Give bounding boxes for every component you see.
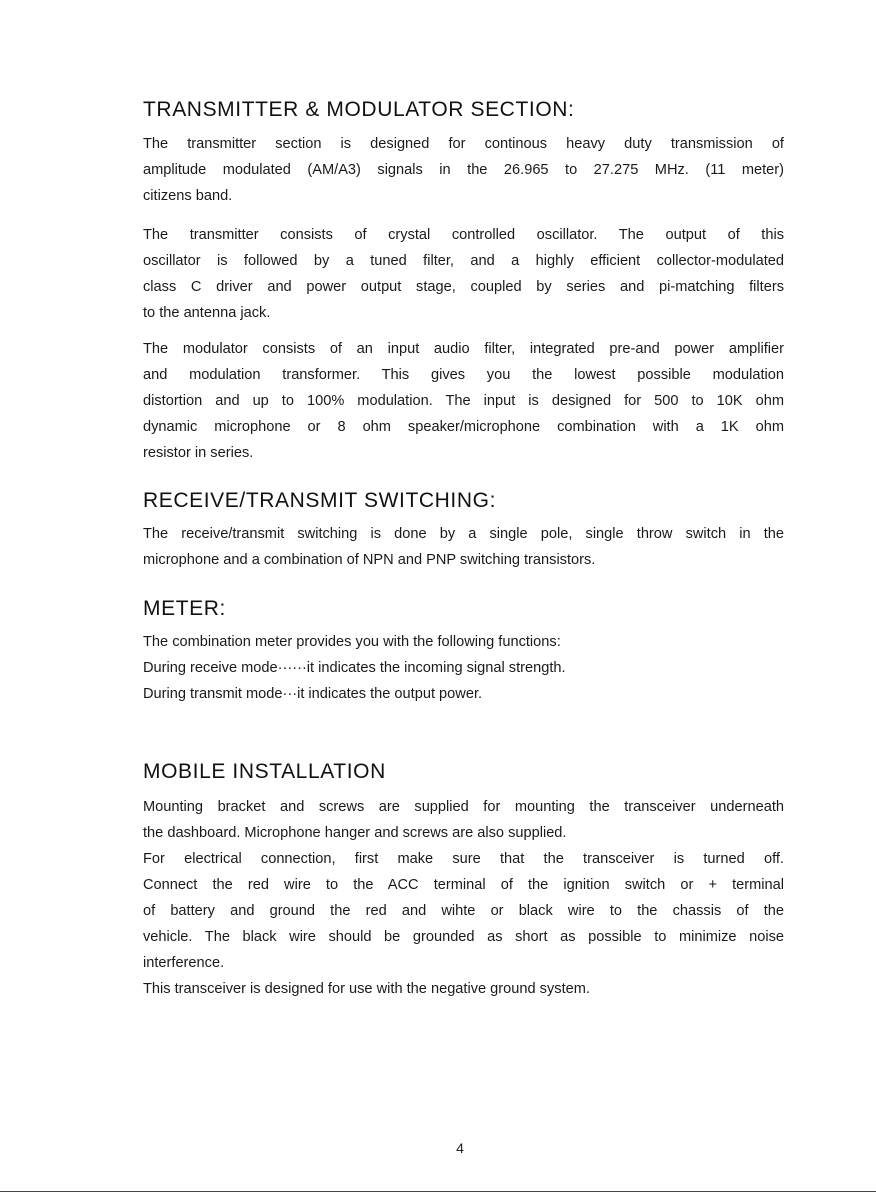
text-line: the dashboard. Microphone hanger and screws are also supplied. (143, 825, 567, 841)
text-line: citizens band. (143, 188, 233, 204)
text-line: and modulation transformer. This gives you the lowest possible modulation (143, 367, 784, 383)
text-line: The transmitter consists of crystal controlled oscillator. The output of this (143, 227, 784, 243)
paragraph-transmitter-oscillator (143, 222, 784, 326)
text-line: For electrical connection, first make sure that the transceiver is turned off. (143, 851, 784, 867)
text-line: amplitude modulated (AM/A3) signals in the 26.965 to 27.275 MHz. (11 meter) (143, 162, 784, 178)
page-number: 4 (456, 1140, 464, 1156)
text-line: dynamic microphone or 8 ohm speaker/microphone combination with a 1K ohm (143, 419, 784, 435)
text-line: During receive mode······it indicates the incoming signal strength. (143, 660, 566, 676)
text-line: The receive/transmit switching is done by a single pole, single throw switch in the (143, 526, 784, 542)
text-line: The combination meter provides you with the following functions: (143, 634, 561, 650)
text-line: The modulator consists of an input audio filter, integrated pre-and power amplifier (143, 341, 784, 357)
text-line: resistor in series. (143, 445, 254, 461)
section-heading-switching: RECEIVE/TRANSMIT SWITCHING: (143, 489, 496, 512)
paragraph-modulator (143, 336, 784, 466)
section-heading-meter: METER: (143, 597, 226, 620)
text-line: Mounting bracket and screws are supplied for mounting the transceiver underneath (143, 799, 784, 815)
text-line: distortion and up to 100% modulation. The input is designed for 500 to 10K ohm (143, 393, 784, 409)
text-line: Connect the red wire to the ACC terminal of the ignition switch or + terminal (143, 877, 784, 893)
text-line: This transceiver is designed for use with the negative ground system. (143, 981, 590, 997)
text-line: oscillator is followed by a tuned filter, and a highly efficient collector-modulated (143, 253, 784, 269)
text-line: vehicle. The black wire should be grounded as short as possible to minimize noise (143, 929, 784, 945)
section-heading-mobile-installation: MOBILE INSTALLATION (143, 760, 386, 783)
text-line: of battery and ground the red and wihte or black wire to the chassis of the (143, 903, 784, 919)
text-line: to the antenna jack. (143, 305, 271, 321)
text-line: During transmit mode···it indicates the output power. (143, 686, 483, 702)
text-line: interference. (143, 955, 225, 971)
section-heading-transmitter: TRANSMITTER & MODULATOR SECTION: (143, 98, 575, 121)
text-line: The transmitter section is designed for continous heavy duty transmission of (143, 136, 784, 152)
paragraph-transmitter-intro (143, 131, 784, 209)
text-line: class C driver and power output stage, coupled by series and pi-matching filters (143, 279, 784, 295)
text-line: microphone and a combination of NPN and PNP switching transistors. (143, 552, 596, 568)
paragraph-mobile-installation (143, 794, 784, 1002)
paragraph-switching (143, 521, 784, 573)
page-bottom-rule (0, 1191, 876, 1192)
paragraph-meter (143, 629, 784, 707)
